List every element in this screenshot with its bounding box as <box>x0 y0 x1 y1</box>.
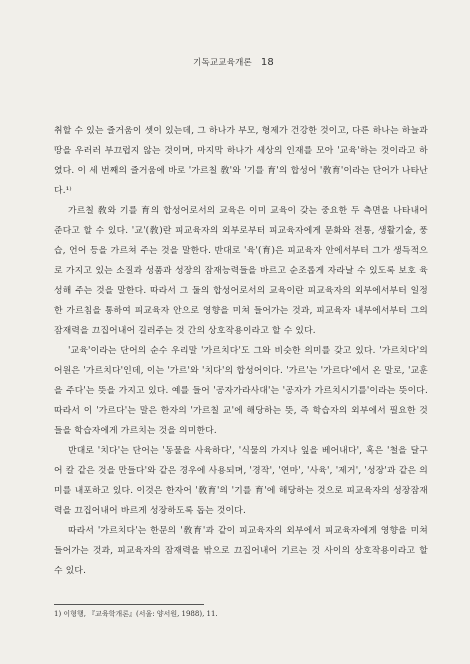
running-header-title: 기독교교육개론 <box>193 58 252 68</box>
paragraph-chida-meaning: 반대로 '치다'는 단어는 '동물을 사육하다', '식물의 가지나 잎을 베어내다', 혹은 '철을 달구어 칼 같은 것을 만들다'와 같은 경우에 사용되며, '경작', '연마', '사육', '제거', '성장'과 같은 의미를 내포하고 있다. 이것은 한자어 '敎育'의 '기를 育'에 해당하는 것으로 피교육자의 성장잠재력을 끄집어내어 바르게 성장하도록 돕는 것이다. <box>54 446 428 516</box>
footnote: 1) 이형행, 『교육학개론』(서울: 양서원, 1988), 11. <box>54 610 218 618</box>
paragraph-gyoyuk-meaning: 가르칠 敎와 기를 育의 합성어로서의 교육은 이미 교육이 갖는 중요한 두 측면을 나타내어 준다고 할 수 있다. '교'(敎)란 피교육자의 외부로부터 피교육자에게 문화와 전통, 생활기술, 풍습, 언어 등을 가르쳐 주는 것을 말한다. 반대로 '육'(育)은 피교육자 안에서부터 그가 생득적으로 가지고 있는 소질과 성품과 성장의 잠재능력들을 바르고 순조롭게 자라날 수 있도록 보호 육성해 주는 것을 말한다. 따라서 그 둘의 합성어로서의 교육이란 피교육자의 외부에서부터 일정한 가르침을 통하여 피교육자 안으로 영향을 미쳐 들어가는 것과, 피교육자 내부에서부터 그의 잠재력을 끄집어내어 길러주는 것 간의 상호작용이라고 할 수 있다. <box>54 206 428 336</box>
footnote-divider <box>54 604 204 605</box>
body-text <box>54 121 428 581</box>
paragraph-gareuchida-origin: '교육'이라는 단어의 순수 우리말 '가르치다'도 그와 비슷한 의미를 갖고 있다. '가르치다'의 어원은 '가르치다'인데, 이는 '가르'와 '치다'의 합성어이다. '가르'는 '가르다'에서 온 말로, '교훈을 주다'는 뜻을 가지고 있다. 예를 들어 '공자가라사대'는 '공자가 가르치시기를'이라는 뜻이다. 따라서 이 '가르다'는 말은 한자의 '가르칠 교'에 해당하는 뜻, 즉 학습자의 외부에서 필요한 것들을 학습자에게 가르치는 것을 의미한다. <box>54 346 428 436</box>
running-header <box>193 56 274 68</box>
page-number: 18 <box>260 57 274 68</box>
paragraph-continuation: 취할 수 있는 즐거움이 셋이 있는데, 그 하나가 부모, 형제가 건강한 것이고, 다른 하나는 하늘과 땅을 우러러 부끄럽지 않는 것이며, 마지막 하나가 세상의 인재를 모아 '교육'하는 것이라고 하였다. 이 세 번째의 즐거움에 바로 '가르칠 敎'와 '기를 育'의 합성어 '敎育'이라는 단어가 나타난다.¹⁾ <box>54 126 428 196</box>
paragraph-conclusion: 따라서 '가르치다'는 한문의 '敎育'과 같이 피교육자의 외부에서 피교육자에게 영향을 미쳐 들어가는 것과, 피교육자의 잠재력을 밖으로 끄집어내어 기르는 것 사이의 상호작용이라고 할 수 있다. <box>54 526 428 576</box>
